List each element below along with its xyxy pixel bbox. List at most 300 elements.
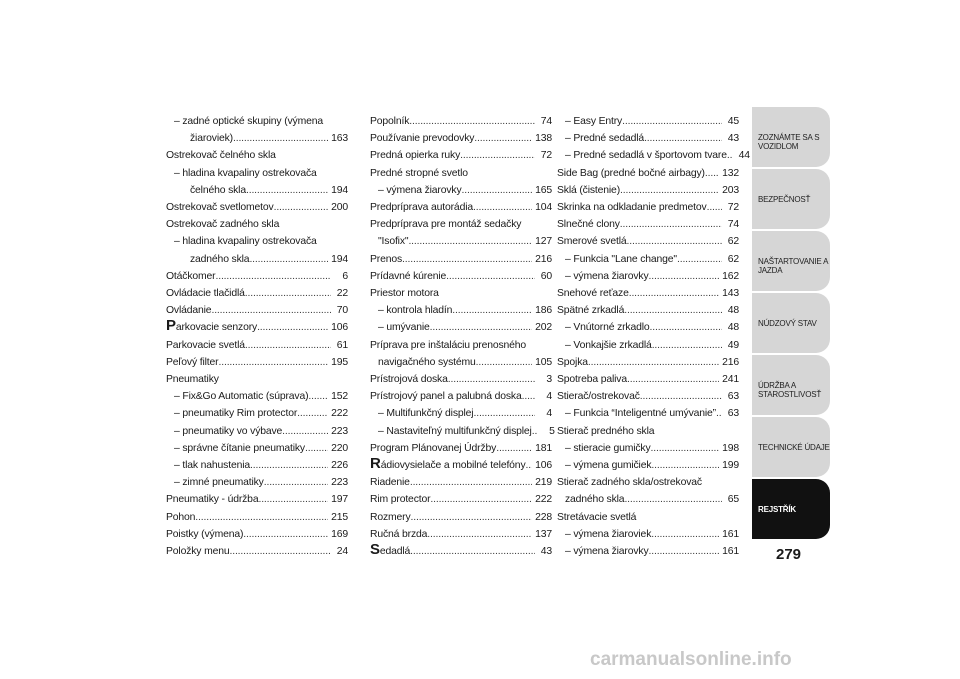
leader-dots [651, 457, 719, 474]
leader-dots [411, 509, 533, 526]
chapter-sidebar [752, 107, 830, 540]
entry-line [166, 285, 348, 302]
entry-label: edadlá [379, 546, 411, 558]
entry-label: Prenos [370, 253, 403, 265]
entry-page: 223 [331, 425, 348, 437]
entry-line [166, 388, 348, 405]
entry-label: Ostrekovač svetlometov [166, 202, 274, 214]
index-entry [370, 543, 552, 560]
entry-page: 216 [535, 253, 552, 265]
entry-page: 127 [535, 236, 552, 248]
index-entry [166, 319, 348, 336]
entry-line [166, 251, 348, 268]
entry-line [557, 199, 739, 216]
entry-page: 106 [535, 460, 552, 472]
entry-line [557, 216, 739, 233]
index-entry [166, 371, 348, 388]
entry-line [370, 319, 552, 336]
entry-text [370, 474, 410, 491]
leader-dots [408, 233, 532, 250]
leader-dots [652, 337, 722, 354]
leader-dots [282, 423, 328, 440]
entry-label: – Funkcia "Lane change" [565, 253, 677, 265]
leader-dots [402, 251, 532, 268]
leader-dots [627, 233, 722, 250]
entry-text [370, 268, 446, 285]
entry-text [166, 526, 243, 543]
entry-text: Príprava pre inštaláciu prenosného [370, 339, 527, 351]
entry-line [166, 199, 348, 216]
entry-text: navigačného systému [378, 356, 476, 368]
entry-text: Stierač zadného skla/ostrekovač [557, 477, 702, 489]
entry-label: Rim protector [370, 494, 431, 506]
leader-dots [245, 285, 331, 302]
entry-text: Pneumatiky [166, 374, 219, 386]
entry-label: – Predné sedadlá v športovom tvare [565, 150, 727, 162]
entry-text [370, 371, 448, 388]
entry-line [557, 113, 739, 130]
entry-page: 241 [722, 374, 739, 386]
entry-label: – Easy Entry [565, 116, 623, 127]
entry-page: 45 [727, 116, 739, 127]
index-entry [166, 457, 348, 474]
entry-text [565, 251, 677, 268]
index-entry [370, 182, 552, 199]
index-entry [166, 440, 348, 457]
entry-label: Program Plánovanej Údržby [370, 442, 497, 454]
entry-line [370, 405, 552, 422]
entry-label: Rozmery [370, 511, 411, 523]
leader-dots [649, 268, 720, 285]
entry-page: 61 [336, 339, 348, 351]
entry-page: 197 [331, 494, 348, 506]
leader-dots [448, 371, 535, 388]
entry-label: Sklá (čistenie) [557, 184, 621, 196]
entry-text [166, 354, 218, 371]
entry-line [166, 337, 348, 354]
entry-text [174, 474, 264, 491]
entry-page: 4 [546, 391, 552, 403]
index-entry [166, 268, 348, 285]
entry-line [557, 388, 739, 405]
entry-line [557, 526, 739, 543]
entry-line [370, 543, 552, 560]
entry-line [370, 268, 552, 285]
index-entry [370, 165, 552, 182]
index-column-1 [166, 113, 348, 560]
index-entry [557, 199, 739, 216]
entry-text: čelného skla [190, 184, 246, 196]
entry-line [370, 423, 555, 440]
index-entry [370, 509, 552, 526]
entry-text [557, 285, 629, 302]
entry-line [166, 130, 348, 147]
entry-line [370, 440, 552, 457]
entry-label: Poistky (výmena) [166, 528, 244, 540]
entry-label: – Multifunkčný displej [378, 408, 474, 420]
leader-dots [705, 165, 719, 182]
entry-page: 48 [727, 305, 739, 317]
leader-dots [229, 543, 331, 560]
index-entry [557, 543, 739, 560]
leader-dots [218, 354, 328, 371]
leader-dots [274, 199, 329, 216]
index-entry [557, 302, 739, 319]
index-entry [557, 457, 739, 474]
entry-line [166, 354, 348, 371]
entry-line [557, 457, 739, 474]
index-entry [166, 526, 348, 543]
leader-dots [526, 457, 533, 474]
entry-line [166, 440, 348, 457]
index-entry [557, 388, 739, 405]
entry-text [166, 543, 229, 560]
entry-line [370, 251, 552, 268]
entry-label: – zimné pneumatiky [174, 477, 264, 489]
index-entry [557, 319, 739, 336]
index-entry [557, 182, 739, 199]
entry-line [557, 440, 739, 457]
entry-text [557, 165, 705, 182]
entry-line [557, 319, 739, 336]
leader-dots [462, 182, 533, 199]
entry-text [174, 388, 308, 405]
entry-label: Predná opierka ruky [370, 150, 461, 162]
entry-line [557, 233, 739, 250]
index-entry [166, 113, 348, 147]
leader-dots [650, 319, 722, 336]
entry-page: 194 [331, 184, 348, 196]
index-entry [557, 165, 739, 182]
entry-line [370, 199, 552, 216]
entry-text [174, 423, 282, 440]
leader-dots [474, 130, 532, 147]
index-entry [166, 285, 348, 302]
entry-page: 199 [722, 460, 739, 472]
entry-label: Riadenie [370, 477, 410, 489]
initial-letter: P [166, 317, 176, 335]
leader-dots [677, 251, 722, 268]
entry-line [166, 526, 348, 543]
entry-page: 74 [727, 219, 739, 231]
entry-page: 186 [535, 305, 552, 317]
entry-label: Používanie prevodovky [370, 133, 475, 145]
entry-page: 62 [727, 236, 739, 248]
index-entry [370, 285, 552, 302]
leader-dots [644, 130, 722, 147]
entry-label: Pneumatiky - údržba [166, 494, 259, 506]
index-entry [166, 388, 348, 405]
index-entry [557, 371, 739, 388]
index-entry [557, 251, 739, 268]
entry-page: 44 [738, 150, 750, 162]
entry-text [557, 388, 640, 405]
entry-line [557, 302, 739, 319]
entry-text [557, 371, 627, 388]
entry-text [557, 199, 707, 216]
index-entry [166, 354, 348, 371]
sidebar-tab[interactable]: NÚDZOVÝ STAV [752, 293, 830, 353]
leader-dots [264, 474, 328, 491]
leader-dots [245, 337, 331, 354]
entry-line [370, 302, 552, 319]
entry-text [370, 440, 496, 457]
entry-label: Položky menu [166, 546, 230, 558]
entry-line [557, 165, 739, 182]
entry-text [174, 440, 305, 457]
leader-dots [496, 440, 532, 457]
entry-text [166, 268, 215, 285]
index-entry [166, 491, 348, 508]
index-entry [370, 405, 552, 422]
entry-text [565, 440, 651, 457]
index-entry [166, 165, 348, 199]
entry-text [166, 337, 245, 354]
entry-text [378, 302, 452, 319]
leader-dots [446, 268, 535, 285]
entry-label: Prídavné kúrenie [370, 270, 447, 282]
entry-text: žiaroviek) [190, 133, 233, 145]
index-entry [166, 509, 348, 526]
entry-label: Side Bag (predné bočné airbagy) [557, 167, 705, 179]
leader-dots [195, 509, 328, 526]
entry-text [378, 182, 462, 199]
leader-dots [624, 491, 722, 508]
index-entry [166, 233, 348, 267]
entry-line [166, 509, 348, 526]
entry-page: 3 [546, 374, 552, 386]
leader-dots [427, 526, 532, 543]
index-entry [166, 405, 348, 422]
entry-line [166, 405, 348, 422]
index-entry [557, 423, 739, 440]
leader-dots [409, 113, 535, 130]
entry-page: 22 [336, 288, 348, 300]
entry-label: – výmena žiaroviek [565, 528, 652, 540]
entry-text [166, 319, 257, 336]
entry-label: Snehové reťaze [557, 288, 629, 300]
index-entry [557, 113, 739, 130]
entry-label: Parkovacie svetlá [166, 339, 245, 351]
entry-label: – pneumatiky Rim protector [174, 408, 298, 420]
index-entry [370, 113, 552, 130]
entry-page: 5 [549, 425, 555, 437]
entry-page: 222 [535, 494, 552, 506]
leader-dots [707, 199, 722, 216]
entry-text [565, 113, 622, 130]
entry-line [370, 474, 552, 491]
entry-page: 181 [535, 442, 552, 454]
index-entry [166, 216, 348, 233]
entry-label: – výmena gumičiek [565, 460, 652, 472]
index-entry [370, 251, 552, 268]
entry-text: "Isofix" [378, 236, 409, 248]
index-entry [166, 474, 348, 491]
leader-dots [297, 405, 328, 422]
entry-page: 63 [727, 391, 739, 403]
entry-label: Spojka [557, 356, 588, 368]
entry-text [565, 457, 651, 474]
entry-line [166, 457, 348, 474]
entry-label: – Fix&Go Automatic (súprava) [174, 391, 309, 403]
entry-page: 222 [331, 408, 348, 420]
entry-line [557, 543, 739, 560]
leader-dots [624, 302, 722, 319]
index-entry [370, 388, 552, 405]
entry-line [370, 457, 552, 474]
entry-label: Peľový filter [166, 356, 219, 368]
leader-dots [640, 388, 722, 405]
entry-text [370, 130, 474, 147]
entry-page: 162 [722, 270, 739, 282]
entry-page: 74 [540, 116, 552, 127]
entry-page: 60 [540, 270, 552, 282]
entry-line [370, 182, 552, 199]
entry-text: zadného skla [190, 253, 250, 265]
sidebar-tab[interactable]: REJSTŘÍK [752, 479, 830, 539]
index-entry [370, 526, 552, 543]
entry-line [557, 405, 739, 422]
entry-text [565, 268, 649, 285]
entry-page: 72 [540, 150, 552, 162]
entry-label: – stieracie gumičky [565, 442, 651, 454]
entry-line [166, 319, 348, 336]
entry-page: 106 [331, 322, 348, 334]
entry-line [370, 526, 552, 543]
entry-page: 163 [331, 133, 348, 145]
entry-page: 62 [727, 253, 739, 265]
entry-text [174, 405, 297, 422]
leader-dots [233, 130, 328, 147]
index-entry [370, 319, 552, 336]
sidebar-tab[interactable]: NAŠTARTOVANIE A JAZDA [752, 231, 830, 291]
entry-label: Predpríprava autorádia [370, 202, 473, 214]
leader-dots [305, 440, 328, 457]
entry-page: 161 [722, 546, 739, 558]
entry-page: 137 [535, 528, 552, 540]
entry-text [557, 216, 620, 233]
entry-text [557, 233, 627, 250]
sidebar-tab[interactable]: TECHNICKÉ ÚDAJE [752, 417, 830, 477]
leader-dots [243, 526, 328, 543]
leader-dots [629, 285, 719, 302]
sidebar-tab[interactable]: BEZPEČNOSŤ [752, 169, 830, 229]
index-column-2 [370, 113, 555, 560]
entry-line [557, 268, 739, 285]
entry-text: Stretávacie svetlá [557, 511, 637, 523]
leader-dots [246, 182, 328, 199]
entry-text [370, 251, 402, 268]
index-entry [557, 405, 739, 422]
entry-line [557, 285, 739, 302]
entry-page: 63 [727, 408, 739, 420]
leader-dots [410, 543, 535, 560]
entry-text [565, 543, 649, 560]
entry-line [370, 491, 552, 508]
entry-label: Skrinka na odkladanie predmetov [557, 202, 707, 214]
entry-line [370, 371, 552, 388]
entry-label: Ručná brzda [370, 528, 428, 540]
entry-text [370, 543, 410, 560]
entry-line [370, 388, 552, 405]
leader-dots [430, 491, 532, 508]
index-entry [166, 543, 348, 560]
entry-text: – hladina kvapaliny ostrekovača [174, 167, 317, 179]
entry-line [370, 147, 552, 164]
entry-page: 195 [331, 356, 348, 368]
entry-page: 216 [722, 356, 739, 368]
entry-label: Slnečné clony [557, 219, 620, 231]
index-entry [166, 199, 348, 216]
entry-text [370, 199, 473, 216]
entry-page: 152 [331, 391, 348, 403]
entry-label: – pneumatiky vo výbave [174, 425, 283, 437]
entry-page: 228 [535, 511, 552, 523]
entry-text: – zadné optické skupiny (výmena [174, 116, 323, 127]
leader-dots [257, 319, 328, 336]
entry-label: – kontrola hladín [378, 305, 453, 317]
sidebar-tab[interactable]: ÚDRŽBA A STAROSTLIVOSŤ [752, 355, 830, 415]
entry-line [370, 113, 552, 130]
leader-dots [258, 491, 328, 508]
entry-label: – správne čítanie pneumatiky [174, 442, 305, 454]
entry-text: – hladina kvapaliny ostrekovača [174, 236, 317, 248]
entry-line [166, 491, 348, 508]
entry-text: Predpríprava pre montáž sedačky [370, 219, 522, 231]
index-entry [557, 509, 739, 526]
initial-letter: S [370, 541, 380, 559]
entry-page: 4 [546, 408, 552, 420]
entry-label: arkovacie senzory [175, 322, 258, 334]
leader-dots [430, 319, 532, 336]
entry-page: 43 [727, 133, 739, 145]
entry-page: 203 [722, 184, 739, 196]
entry-line [557, 491, 739, 508]
entry-page: 226 [331, 460, 348, 472]
index-entry [370, 491, 552, 508]
sidebar-tab[interactable]: ZOZNÁMTE SA S VOZIDLOM [752, 107, 830, 167]
entry-line [166, 302, 348, 319]
index-entry [370, 474, 552, 491]
page-number: 279 [776, 546, 802, 563]
entry-text: Ostrekovač čelného skla [166, 150, 276, 162]
leader-dots [622, 113, 722, 130]
entry-text [166, 199, 274, 216]
entry-page: 104 [535, 202, 552, 214]
index-entry [557, 233, 739, 250]
entry-line [166, 474, 348, 491]
entry-line [166, 423, 348, 440]
entry-line [166, 182, 348, 199]
index-entry [370, 147, 552, 164]
leader-dots [649, 543, 720, 560]
leader-dots [627, 371, 719, 388]
entry-text: Stierač predného skla [557, 425, 655, 437]
entry-label: Prístrojový panel a palubná doska [370, 391, 522, 403]
entry-page: 143 [722, 288, 739, 300]
entry-label: – Nastaviteľný multifunkčný displej [378, 425, 532, 437]
entry-label: Spätné zrkadlá [557, 305, 625, 317]
index-entry [166, 147, 348, 164]
entry-label: Prístrojová doska [370, 374, 448, 386]
leader-dots [473, 405, 535, 422]
entry-line [557, 371, 739, 388]
entry-line [557, 337, 739, 354]
entry-page: 105 [535, 356, 552, 368]
entry-text [557, 302, 624, 319]
index-entry [370, 199, 552, 216]
index-entry [557, 440, 739, 457]
